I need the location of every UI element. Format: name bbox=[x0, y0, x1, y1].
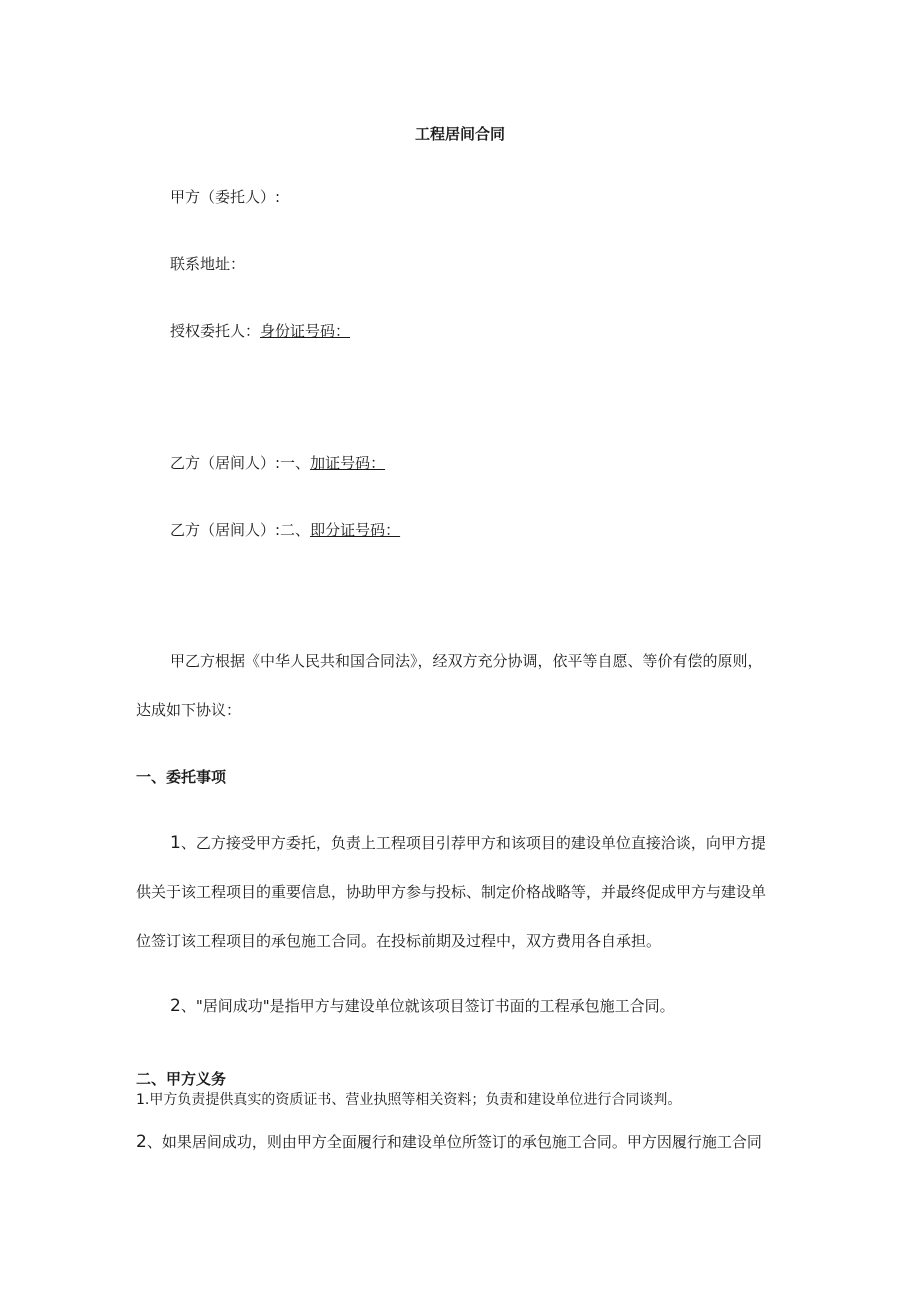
section1-item1-line1 bbox=[170, 833, 766, 853]
section1-heading: 一、委托事项 bbox=[136, 768, 227, 786]
section1-item1-line2: 供关于该工程项目的重要信息，协助甲方参与投标、制定价格战略等，并最终促成甲方与建设单 bbox=[136, 883, 767, 901]
section1-item1-line3: 位签订该工程项目的承包施工合同。在投标前期及过程中，双方费用各自承担。 bbox=[136, 932, 662, 950]
party-b-prefix-2: 乙方（居间人）:二、 bbox=[170, 521, 311, 539]
section1-item1-text: 、乙方接受甲方委托，负责上工程项目引荐甲方和该项目的建设单位直接洽谈，向甲方提 bbox=[180, 834, 766, 852]
section2-item2-number: 2 bbox=[136, 1132, 147, 1152]
agent-row bbox=[170, 321, 350, 341]
section2-item2-text: 、如果居间成功，则由甲方全面履行和建设单位所签订的承包施工合同。甲方因履行施工合同 bbox=[146, 1133, 762, 1151]
party-b-row-1 bbox=[170, 453, 385, 473]
agent-id-label: 身份证号码： bbox=[260, 322, 351, 340]
party-b-prefix-1: 乙方（居间人）:一、 bbox=[170, 454, 311, 472]
preamble-line-1: 甲乙方根据《中华人民共和国合同法》，经双方充分协调，依平等自愿、等价有偿的原则， bbox=[170, 652, 763, 670]
section2-item1: 1.甲方负责提供真实的资质证书、营业执照等相关资料；负责和建设单位进行合同谈判。 bbox=[136, 1092, 682, 1108]
section2-item2 bbox=[136, 1132, 762, 1152]
page-title: 工程居间合同 bbox=[414, 125, 505, 143]
party-a-label: 甲方（委托人）: bbox=[170, 188, 281, 206]
address-label: 联系地址： bbox=[170, 255, 246, 273]
preamble-line-2: 达成如下协议： bbox=[136, 701, 242, 719]
section1-item2 bbox=[170, 996, 675, 1016]
section2-heading: 二、甲方义务 bbox=[136, 1070, 227, 1088]
party-b-row-2 bbox=[170, 520, 400, 540]
section1-item2-text: 、"居间成功"是指甲方与建设单位就该项目签订书面的工程承包施工合同。 bbox=[180, 997, 675, 1015]
party-b-id-label-2: 即分证号码： bbox=[310, 521, 401, 539]
party-b-id-label-1: 加证号码： bbox=[310, 454, 386, 472]
section1-item1-number: 1 bbox=[170, 833, 181, 853]
section1-item2-number: 2 bbox=[170, 996, 181, 1016]
agent-label: 授权委托人： bbox=[170, 322, 261, 340]
